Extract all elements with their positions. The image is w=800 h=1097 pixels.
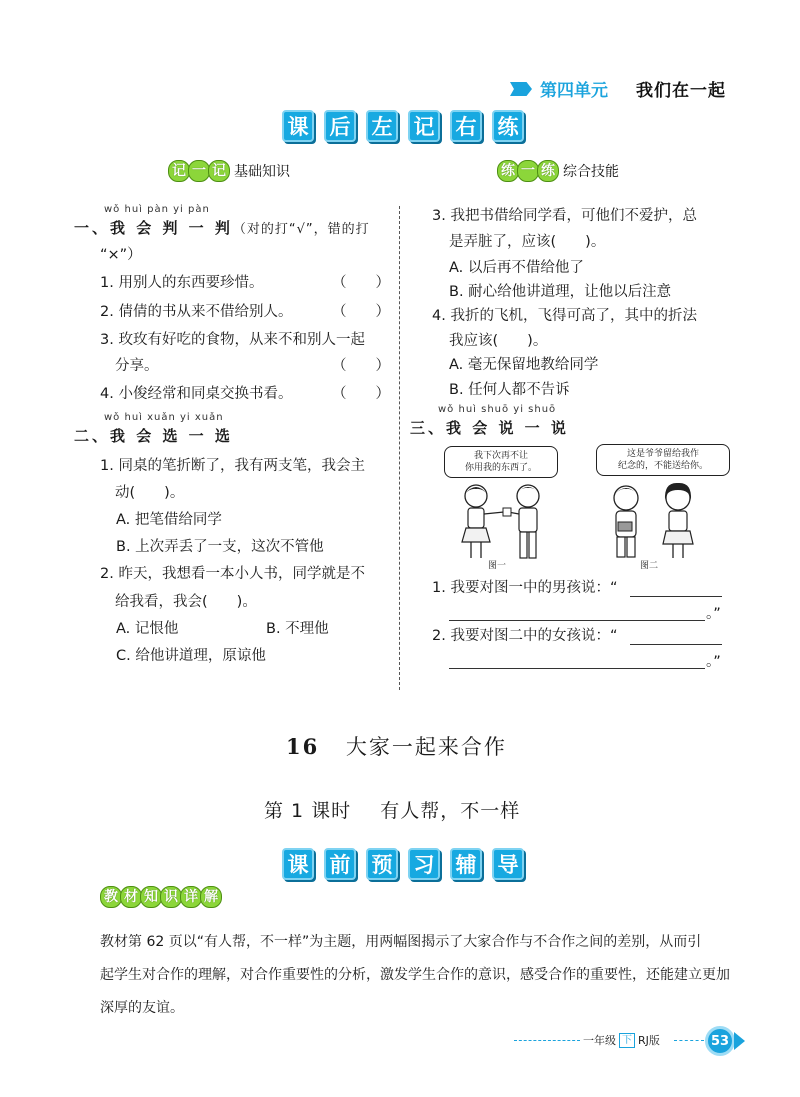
unit-label: 第四单元 [540, 81, 608, 101]
choice-question: 3. 我把书借给同学看，可他们不爱护，总 [432, 208, 697, 224]
choice-option[interactable]: B. 耐心给他讲道理，让他以后注意 [449, 284, 672, 300]
title-tile: 练 [492, 110, 524, 142]
title-tile: 导 [492, 848, 524, 880]
right-section-header [497, 160, 619, 182]
judge-item: 4. 小俊经常和同桌交换书看。 （ ） [100, 382, 390, 407]
judge-item: 1. 用别人的东西要珍惜。 （ ） [100, 271, 390, 296]
judge-item-cont: 分享。 （ ） [115, 354, 390, 379]
arrow-icon [510, 82, 532, 96]
figure-caption: 图二 [640, 561, 659, 571]
answer-paren[interactable]: （ ） [332, 386, 390, 402]
answer-line[interactable] [630, 580, 722, 597]
choice-question-cont: 是弄脏了，应该( )。 [449, 234, 606, 250]
choice-option[interactable]: B. 任何人都不告诉 [449, 382, 570, 398]
footer-line [674, 1040, 704, 1041]
answer-line[interactable] [449, 604, 705, 621]
answer-paren[interactable]: （ ） [332, 358, 390, 374]
question-2-title: 二、我 会 选 一 选 [74, 427, 233, 445]
unit-header [510, 72, 740, 102]
footer-label: 一年级 下 RJ版 [583, 1034, 660, 1047]
chapter-title: 16 大家一起来合作 [286, 734, 507, 759]
choice-option[interactable]: A. 记恨他 [116, 621, 179, 637]
choice-option[interactable]: A. 以后再不借给他了 [449, 260, 584, 276]
question-1-title: 一、我 会 判 一 判（对的打“√”，错的打 [74, 219, 370, 237]
section-badge: 练 一 练 [497, 160, 557, 182]
choice-option[interactable]: B. 上次弄丢了一支，这次不管他 [116, 539, 324, 555]
review-title [282, 110, 524, 142]
title-tile: 前 [324, 848, 356, 880]
answer-line[interactable] [630, 628, 722, 645]
choice-option[interactable]: B. 不理他 [266, 621, 329, 637]
judge-item: 3. 玫玫有好吃的食物，从来不和别人一起 [100, 332, 365, 348]
footer-line [514, 1040, 580, 1041]
illustration-figure-1 [446, 478, 566, 564]
answer-line[interactable] [449, 652, 705, 669]
section-label: 综合技能 [563, 164, 619, 180]
left-section-header [168, 160, 290, 182]
title-tile: 后 [324, 110, 356, 142]
quote-end: 。” [706, 654, 721, 670]
title-tile: 记 [408, 110, 440, 142]
answer-paren[interactable]: （ ） [332, 304, 390, 320]
choice-question-cont: 我应该( )。 [449, 333, 548, 349]
illustration-figure-2 [598, 478, 708, 562]
column-divider [399, 206, 400, 690]
choice-option[interactable]: C. 给他讲道理，原谅他 [116, 648, 266, 664]
speech-bubble-1: 我下次再不让 你用我的东西了。 [444, 446, 558, 478]
title-tile: 习 [408, 848, 440, 880]
title-tile: 辅 [450, 848, 482, 880]
material-paragraph: 教材第 62 页以“有人帮，不一样”为主题，用两幅图揭示了大家合作与不合作之间的差别，从而引 起学生对合作的理解，对合作重要性的分析，激发学生合作的意识，感受合作的重要性，还能建立更加 深厚的友谊。 [100, 934, 730, 1016]
section-badge: 记 一 记 [168, 160, 228, 182]
choice-option[interactable]: A. 毫无保留地教给同学 [449, 357, 599, 373]
title-tile: 预 [366, 848, 398, 880]
choice-question: 1. 同桌的笔折断了，我有两支笔，我会主 [100, 458, 365, 474]
choice-question-cont: 给我看，我会( )。 [115, 594, 257, 610]
material-badge: 教 材 知 识 详 解 [100, 886, 220, 908]
lesson-title: 第 1 课时 有人帮，不一样 [264, 800, 521, 822]
title-tile: 左 [366, 110, 398, 142]
choice-question: 4. 我折的飞机，飞得可高了，其中的折法 [432, 308, 697, 324]
choice-option[interactable]: A. 把笔借给同学 [116, 512, 222, 528]
section-label: 基础知识 [234, 164, 290, 180]
speak-prompt: 2. 我要对图二中的女孩说：“ [432, 628, 618, 644]
pinyin: wǒ huì shuō yi shuō [438, 404, 557, 415]
page-number: 53 [705, 1026, 735, 1056]
choice-question-cont: 动( )。 [115, 485, 185, 501]
judge-item: 2. 倩倩的书从来不借给别人。 （ ） [100, 300, 390, 325]
choice-question: 2. 昨天，我想看一本小人书，同学就是不 [100, 566, 365, 582]
title-tile: 课 [282, 848, 314, 880]
page-arrow-icon [734, 1032, 745, 1050]
title-tile: 课 [282, 110, 314, 142]
figure-caption: 图一 [488, 561, 507, 571]
speak-prompt: 1. 我要对图一中的男孩说：“ [432, 580, 618, 596]
pinyin: wǒ huì xuǎn yi xuǎn [104, 412, 224, 423]
speech-bubble-2: 这是爷爷留给我作 纪念的，不能送给你。 [596, 444, 730, 476]
preview-title [282, 848, 524, 880]
pinyin: wǒ huì pàn yi pàn [104, 204, 210, 215]
title-tile: 右 [450, 110, 482, 142]
question-3-title: 三、我 会 说 一 说 [410, 419, 569, 437]
quote-end: 。” [706, 606, 721, 622]
unit-title: 我们在一起 [636, 81, 726, 101]
question-1-note: “×”） [100, 247, 142, 263]
answer-paren[interactable]: （ ） [332, 275, 390, 291]
